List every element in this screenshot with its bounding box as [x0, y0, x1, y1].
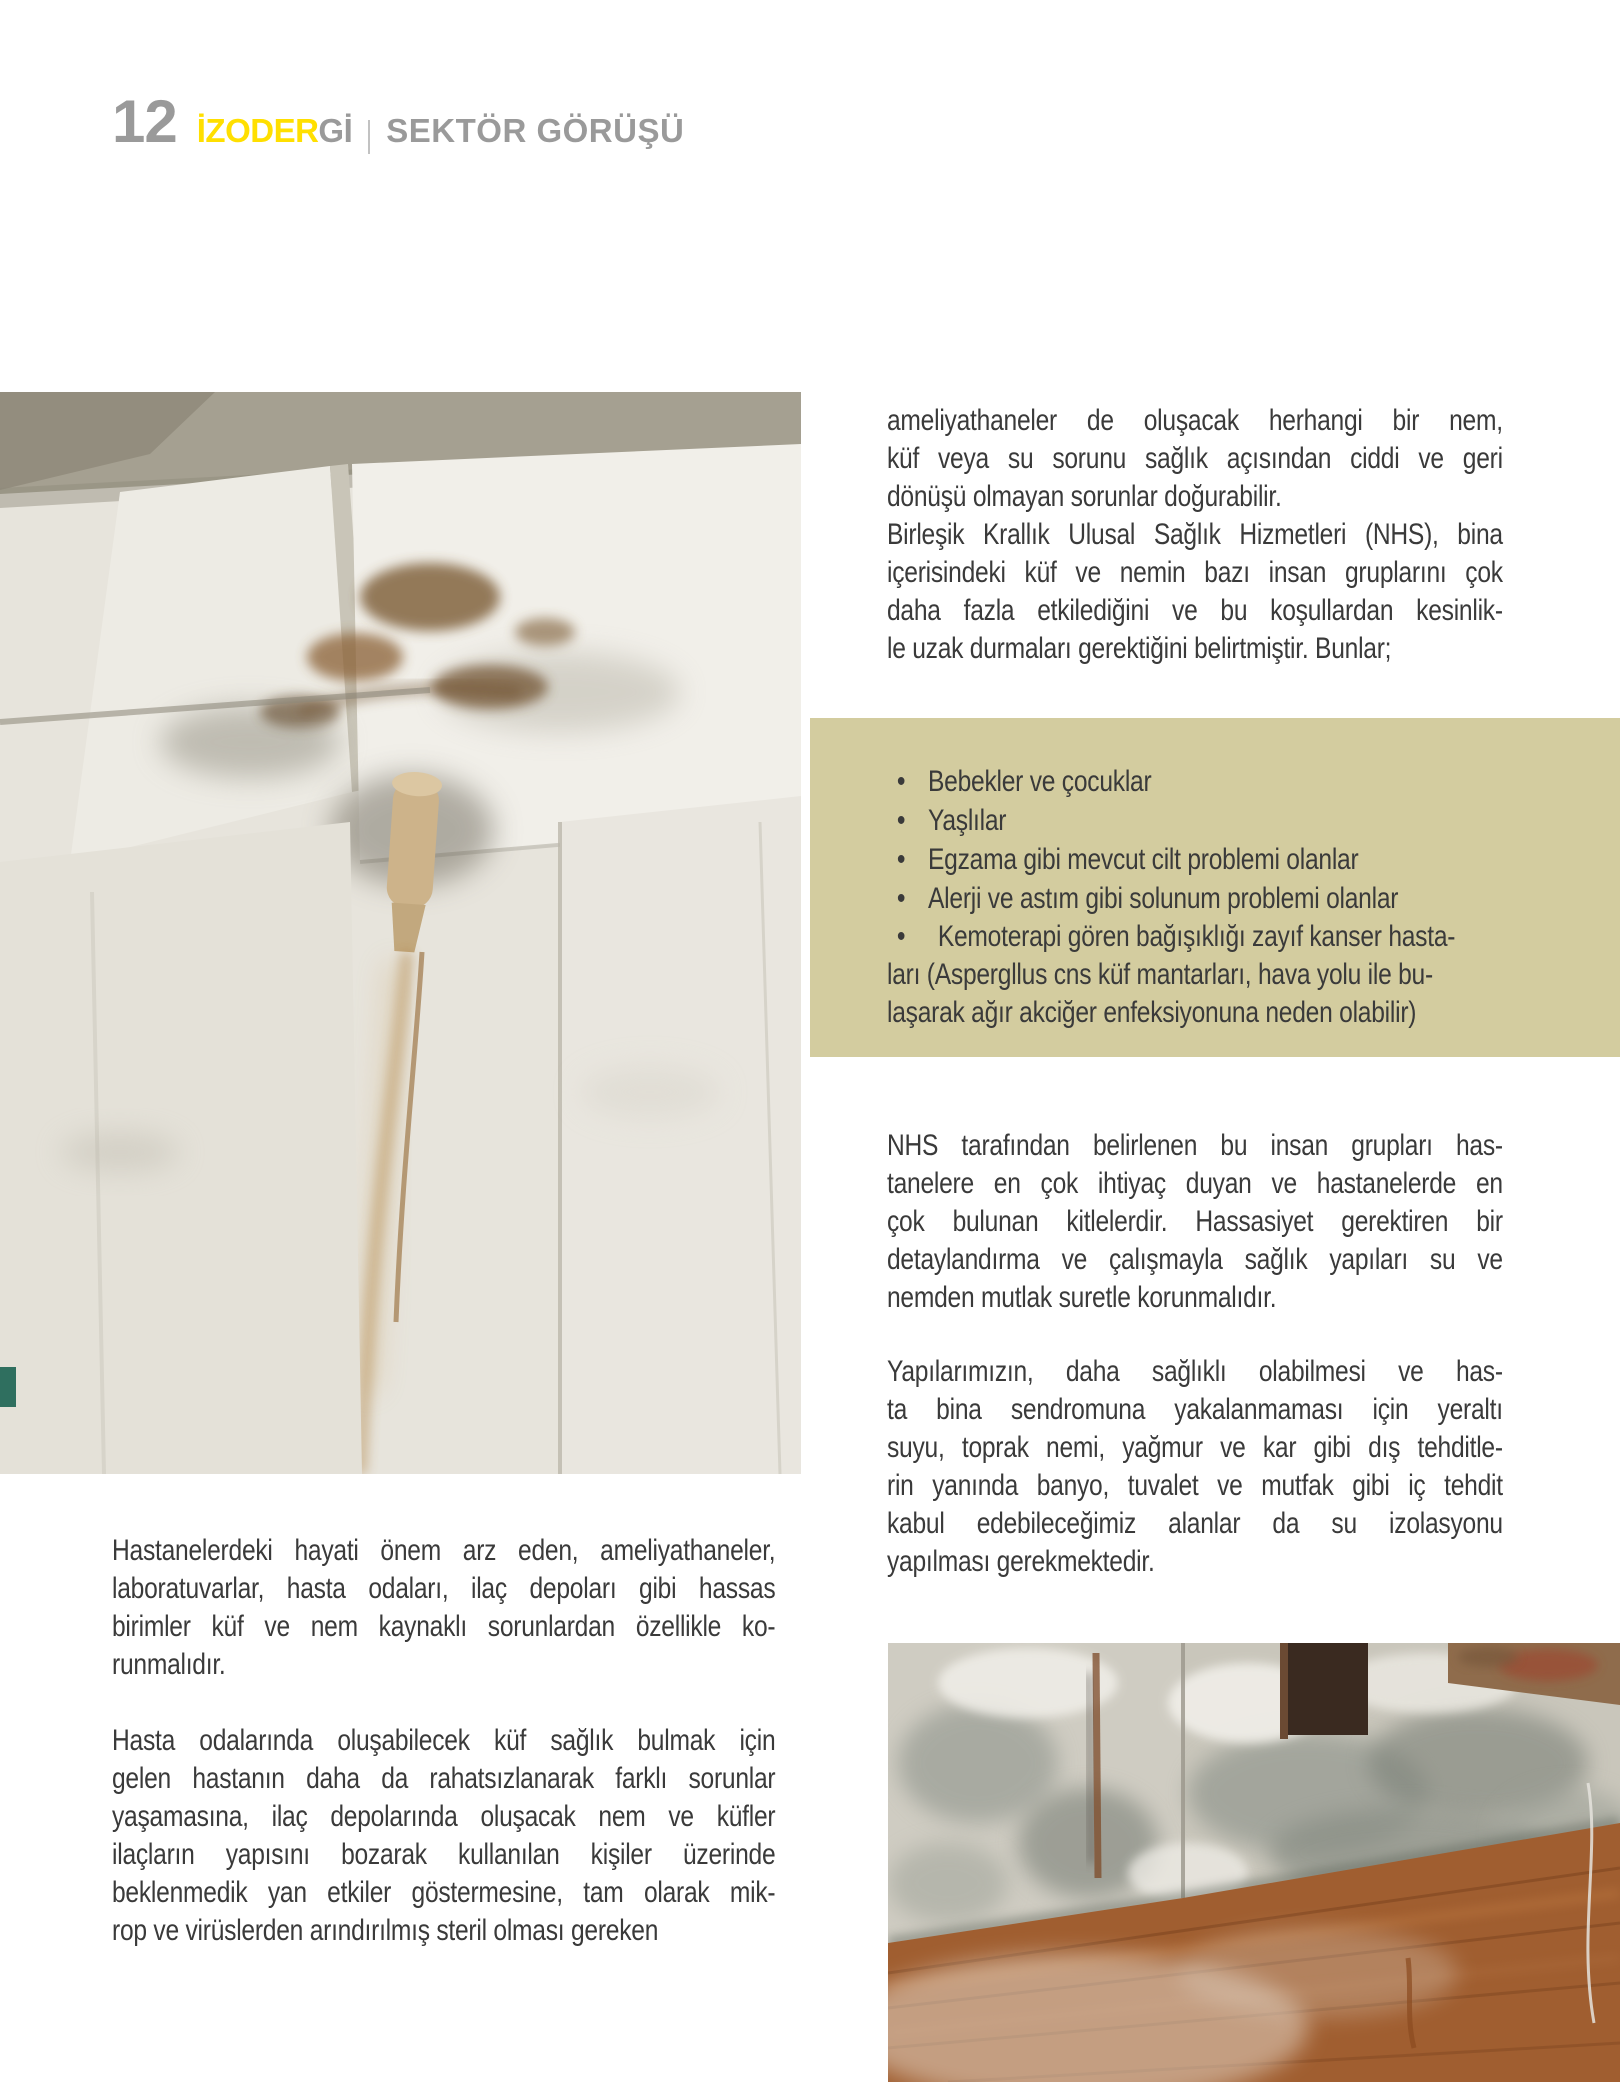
highlight-box	[810, 718, 1620, 1057]
magazine-title-gray: Gİ	[318, 112, 353, 149]
paragraph-waterproofing: Yapılarımızın, daha sağlıklı olabilmesi ve has- ta bina sendromuna yakalanmaması için yeraltı suyu, toprak nemi, yağmur ve kar gibi dış tehditle- rin yanında banyo, tuvalet ve mutfak gibi iç tehdit kabul edebileceğimiz alanlar da su izolasyonu yapılması gerekmektedir.	[887, 1355, 1503, 1578]
magazine-title-yellow: İZODER	[196, 112, 319, 149]
paragraph-hospital-units: Hastanelerdeki hayati önem arz eden, ameliyathaneler, laboratuvarlar, hasta odaları, ilaç depoları gibi hassas birimler küf ve nem kaynaklı sorunlardan özellikle ko- runmalıdır.	[112, 1534, 776, 1681]
list-item	[887, 918, 1512, 1032]
list-item	[887, 762, 1512, 801]
dark-beam	[1286, 1643, 1368, 1735]
photo-damp-room	[888, 1643, 1620, 2082]
list-item	[887, 801, 1512, 840]
bullet-icon: •	[896, 765, 906, 798]
page-header	[112, 88, 685, 155]
list-item-label: Egzama gibi mevcut cilt problemi olanlar	[928, 843, 1359, 876]
list-item-label: Yaşlılar	[928, 804, 1007, 837]
magazine-title	[197, 114, 353, 147]
photo-moldy-ceiling-art	[0, 392, 801, 1474]
list-item-label: Kemoterapi gören bağışıklığı zayıf kanser hasta- ları (Aspergllus cns küf mantarları, hava yolu ile bu- laşarak ağır akciğer enfeksiyonuna neden olabilir)	[887, 920, 1456, 1029]
header-divider	[368, 120, 370, 154]
paragraph-nhs-groups: NHS tarafından belirlenen bu insan grupları has- tanelere en çok ihtiyaç duyan ve hastanelerde en çok bulunan kitlelerdir. Hassasiyet gerektiren bir detaylandırma ve çalışmayla sağlık yapıları su ve nemden mutlak suretle korunmalıdır.	[887, 1129, 1503, 1314]
list-item	[887, 840, 1512, 879]
bullet-icon: •	[896, 804, 906, 837]
risk-group-list	[887, 762, 1512, 1032]
list-item-label: Alerji ve astım gibi solunum problemi olanlar	[928, 882, 1399, 915]
section-title: SEKTÖR GÖRÜŞÜ	[386, 112, 685, 149]
list-item-label: Bebekler ve çocuklar	[928, 765, 1152, 798]
bullet-icon: •	[896, 882, 906, 915]
bullet-icon: •	[896, 920, 906, 953]
page-number: 12	[112, 88, 177, 155]
photo-damp-room-art	[888, 1643, 1620, 2082]
paragraph-intro: ameliyathaneler de oluşacak herhangi bir nem, küf veya su sorunu sağlık açısından ciddi ve geri dönüşü olmayan sorunlar doğurabilir.	[887, 404, 1503, 513]
green-chip	[0, 1367, 16, 1407]
photo-moldy-ceiling	[0, 392, 801, 1474]
list-item	[887, 879, 1512, 918]
bullet-icon: •	[896, 843, 906, 876]
paragraph-nhs-warning: Birleşik Krallık Ulusal Sağlık Hizmetleri (NHS), bina içerisindeki küf ve nemin bazı insan gruplarını çok daha fazla etkilediğini ve bu koşullardan kesinlik- le uzak durmaları gerektiğini belirtmiştir. Bunlar;	[887, 518, 1503, 665]
paragraph-patient-rooms: Hasta odalarında oluşabilecek küf sağlık bulmak için gelen hastanın daha da rahatsızlanarak farklı sorunlar yaşamasına, ilaç depolarında oluşacak nem ve küfler ilaçların yapısını bozarak kullanılan kişiler üzerinde beklenmedik yan etkiler göstermesine, tam olarak mik- rop ve virüslerden arındırılmış steril olması gereken	[112, 1724, 776, 1947]
